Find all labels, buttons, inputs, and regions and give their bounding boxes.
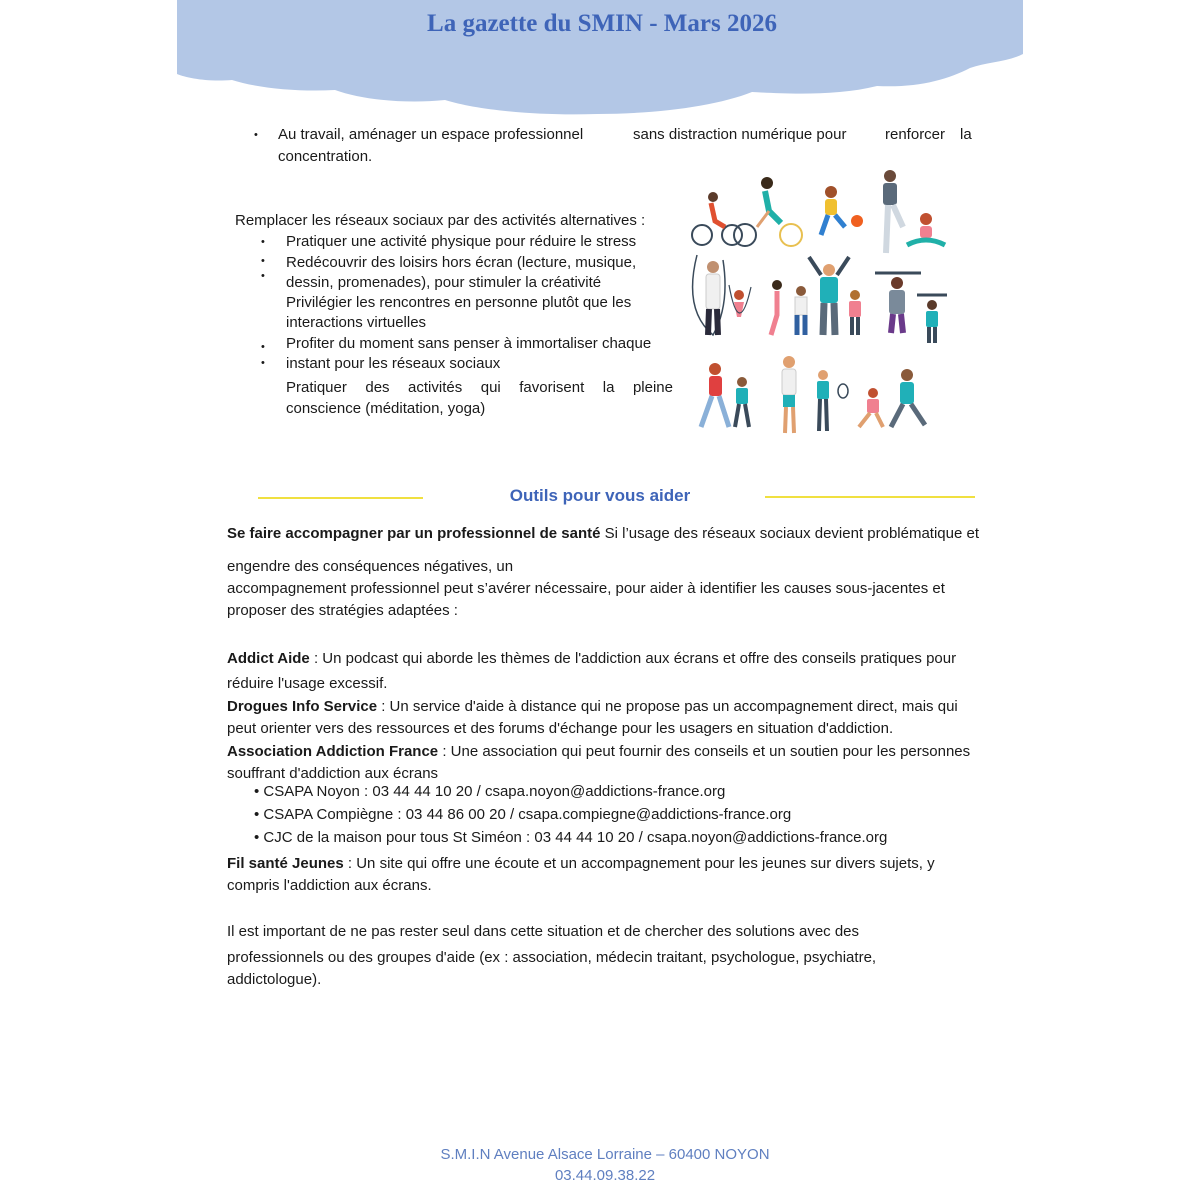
intro-text-part3: renforcer	[885, 126, 946, 143]
fil-sante-label: Fil santé Jeunes	[227, 855, 344, 872]
fil-sante-line1	[227, 853, 935, 874]
bullet-dot: •	[254, 129, 258, 141]
closing-line1: Il est important de ne pas rester seul dans cette situation et de chercher des solutions avec des	[227, 923, 860, 940]
association-line2: souffrant d'addiction aux écrans	[227, 765, 439, 782]
closing-line3: addictologue).	[227, 971, 322, 988]
contact-item: • CJC de la maison pour tous St Siméon : 03 44 44 10 20 / csapa.noyon@addictions-france.org	[254, 829, 888, 846]
fil-sante-text: : Un site qui offre une écoute et un accompagnement pour les jeunes sur divers sujets, y	[343, 855, 935, 872]
alternative-item: Pratiquer des activités qui favorisent la pleine	[286, 379, 673, 396]
alternatives-heading: Remplacer les réseaux sociaux par des activités alternatives :	[235, 212, 646, 229]
alternative-item: conscience (méditation, yoga)	[286, 400, 486, 417]
pro-paragraph-line4: proposer des stratégies adaptées :	[227, 602, 458, 619]
alternative-item: interactions virtuelles	[286, 314, 427, 331]
pro-text: Si l’usage des réseaux sociaux devient problématique et	[600, 525, 980, 542]
bullet-dot: •	[261, 236, 265, 248]
fil-sante-line2: compris l'addiction aux écrans.	[227, 877, 432, 894]
intro-text-part4: la	[960, 126, 972, 143]
alternative-item: Profiter du moment sans penser à immortaliser chaque	[286, 335, 652, 352]
alternative-item: dessin, promenades), pour stimuler la créativité	[286, 274, 602, 291]
bullet-dot: •	[261, 270, 265, 282]
association-label: Association Addiction France	[227, 743, 439, 760]
alternative-item: instant pour les réseaux sociaux	[286, 355, 501, 372]
contact-item: • CSAPA Noyon : 03 44 44 10 20 / csapa.noyon@addictions-france.org	[254, 783, 726, 800]
intro-text-part2: sans distraction numérique pour	[633, 126, 847, 143]
pro-paragraph-line3: accompagnement professionnel peut s’avérer nécessaire, pour aider à identifier les causes sous-jacentes et	[227, 580, 945, 597]
page-title: La gazette du SMIN - Mars 2026	[427, 10, 777, 37]
drogues-info-label: Drogues Info Service	[227, 698, 378, 715]
decorative-rule-left	[258, 497, 423, 499]
section-title: Outils pour vous aider	[509, 486, 691, 505]
decorative-rule-right	[765, 496, 975, 498]
association-line1	[227, 741, 970, 762]
pro-paragraph-line2: engendre des conséquences négatives, un	[227, 558, 514, 575]
pro-paragraph-line1	[227, 523, 979, 544]
pro-bold-label: Se faire accompagner par un professionnel de santé	[227, 525, 601, 542]
bullet-dot: •	[261, 255, 265, 267]
addict-aide-label: Addict Aide	[227, 650, 310, 667]
drogues-info-line2: peut orienter vers des ressources et des forums d'échange pour les usagers en situation d'addiction.	[227, 720, 894, 737]
addict-aide-line2: réduire l'usage excessif.	[227, 675, 388, 692]
drogues-info-line1	[227, 696, 958, 717]
footer-address: S.M.I.N Avenue Alsace Lorraine – 60400 NOYON	[440, 1146, 770, 1163]
alternative-item: Pratiquer une activité physique pour réduire le stress	[286, 233, 637, 250]
footer-phone: 03.44.09.38.22	[554, 1167, 656, 1184]
intro-text-line2: concentration.	[278, 148, 373, 165]
alternative-item: Redécouvrir des loisirs hors écran (lecture, musique,	[286, 254, 637, 271]
contact-item: • CSAPA Compiègne : 03 44 86 00 20 / csapa.compiegne@addictions-france.org	[254, 806, 792, 823]
bullet-dot: •	[261, 341, 265, 353]
association-text: : Une association qui peut fournir des conseils et un soutien pour les personnes	[438, 743, 971, 760]
drogues-info-text: : Un service d'aide à distance qui ne propose pas un accompagnement direct, mais qui	[377, 698, 958, 715]
addict-aide-line1	[227, 648, 956, 669]
bullet-dot: •	[261, 357, 265, 369]
closing-line2: professionnels ou des groupes d'aide (ex : association, médecin traitant, psychologue, psychiatre,	[227, 949, 877, 966]
intro-text-part1: Au travail, aménager un espace professionnel	[278, 126, 584, 143]
people-sport-icon	[685, 165, 955, 437]
alternative-item: Privilégier les rencontres en personne plutôt que les	[286, 294, 632, 311]
addict-aide-text: : Un podcast qui aborde les thèmes de l'addiction aux écrans et offre des conseils pratiques pour	[309, 650, 957, 667]
